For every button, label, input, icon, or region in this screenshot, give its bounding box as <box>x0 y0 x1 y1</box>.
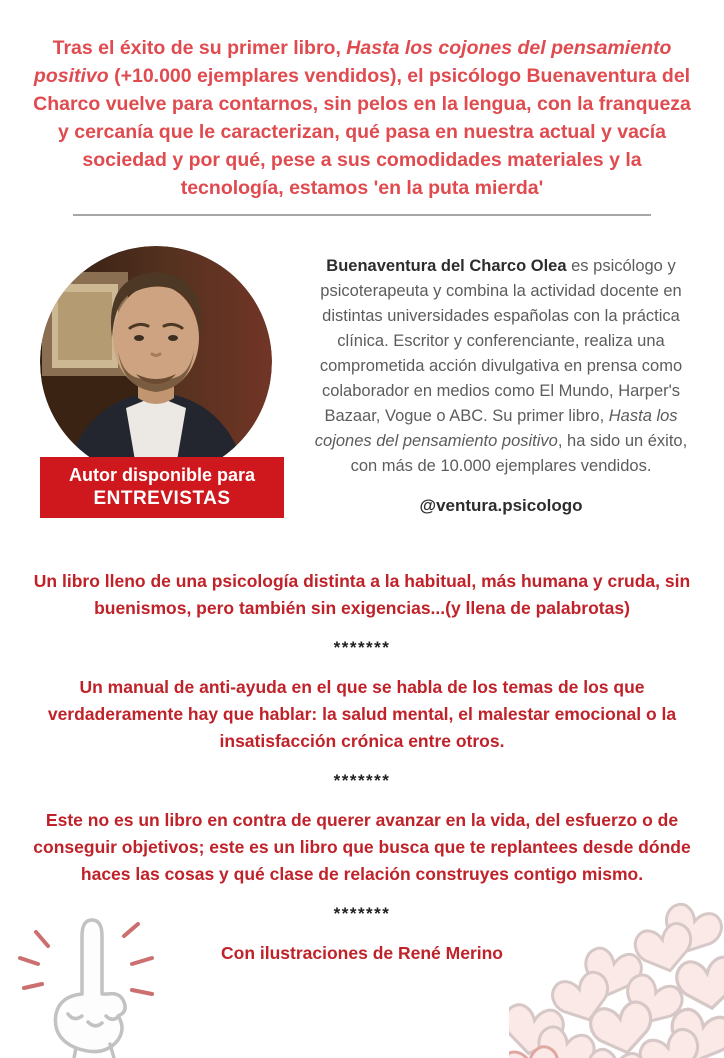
asterisk-separator: ******* <box>333 771 391 790</box>
author-section <box>40 246 696 516</box>
intro-paragraph: Tras el éxito de su primer libro, Hasta los cojones del pensamiento positivo (+10.000 ejemplares vendidos), el psicólogo Buenaventura del Charco vuelve para contarnos, sin pelos en la lengua, con la franqueza y cercanía que le caracterizan, qué pasa en nuestra actual y vacía sociedad y por qué, pese a sus comodidades materiales y la tecnología, estamos 'en la puta mierda' <box>33 37 691 199</box>
instagram-handle: @ventura.psicologo <box>419 496 583 515</box>
press-release-page <box>0 34 724 1058</box>
interview-badge <box>40 457 284 518</box>
author-photo-block <box>40 246 284 516</box>
highlight-paragraph-3: Este no es un libro en contra de querer avanzar en la vida, del esfuerzo o de conseguir objetivos; este es un libro que busca que te replantees desde dónde haces las cosas y qué clase de relación construyes contigo mismo. <box>33 810 691 884</box>
highlight-paragraph-2: Un manual de anti-ayuda en el que se habla de los temas de los que verdaderamente hay que hablar: la salud mental, el malestar emocional o la insatisfacción crónica entre otros. <box>47 677 677 751</box>
badge-line-1: Autor disponible para <box>68 465 255 485</box>
illustrations-credit: Con ilustraciones de René Merino <box>221 943 503 963</box>
highlight-paragraph-1: Un libro lleno de una psicología distinta a la habitual, más humana y cruda, sin buenismos, pero también sin exigencias...(y llena de palabrotas) <box>33 571 691 618</box>
author-portrait-photo <box>40 246 272 478</box>
author-portrait-illustration <box>40 246 272 478</box>
badge-line-2: ENTREVISTAS <box>93 488 231 509</box>
divider-line <box>73 214 651 216</box>
author-bio-column <box>306 246 696 516</box>
author-bio: Buenaventura del Charco Olea es psicólogo y psicoterapeuta y combina la actividad docente en distintas universidades españolas con la práctica clínica. Escritor y conferenciante, realiza una comprometida acción divulgativa en prensa como colaborador en medios como El Mundo, Harper's Bazaar, Vogue o ABC. Su primer libro, Hasta los cojones del pensamiento positivo, ha sido un éxito, con más de 10.000 ejemplares vendidos. <box>314 257 688 475</box>
hearts-brain-illustration <box>509 888 724 1058</box>
asterisk-separator: ******* <box>333 638 391 657</box>
asterisk-separator: ******* <box>333 904 391 923</box>
middle-finger-illustration <box>6 910 186 1058</box>
